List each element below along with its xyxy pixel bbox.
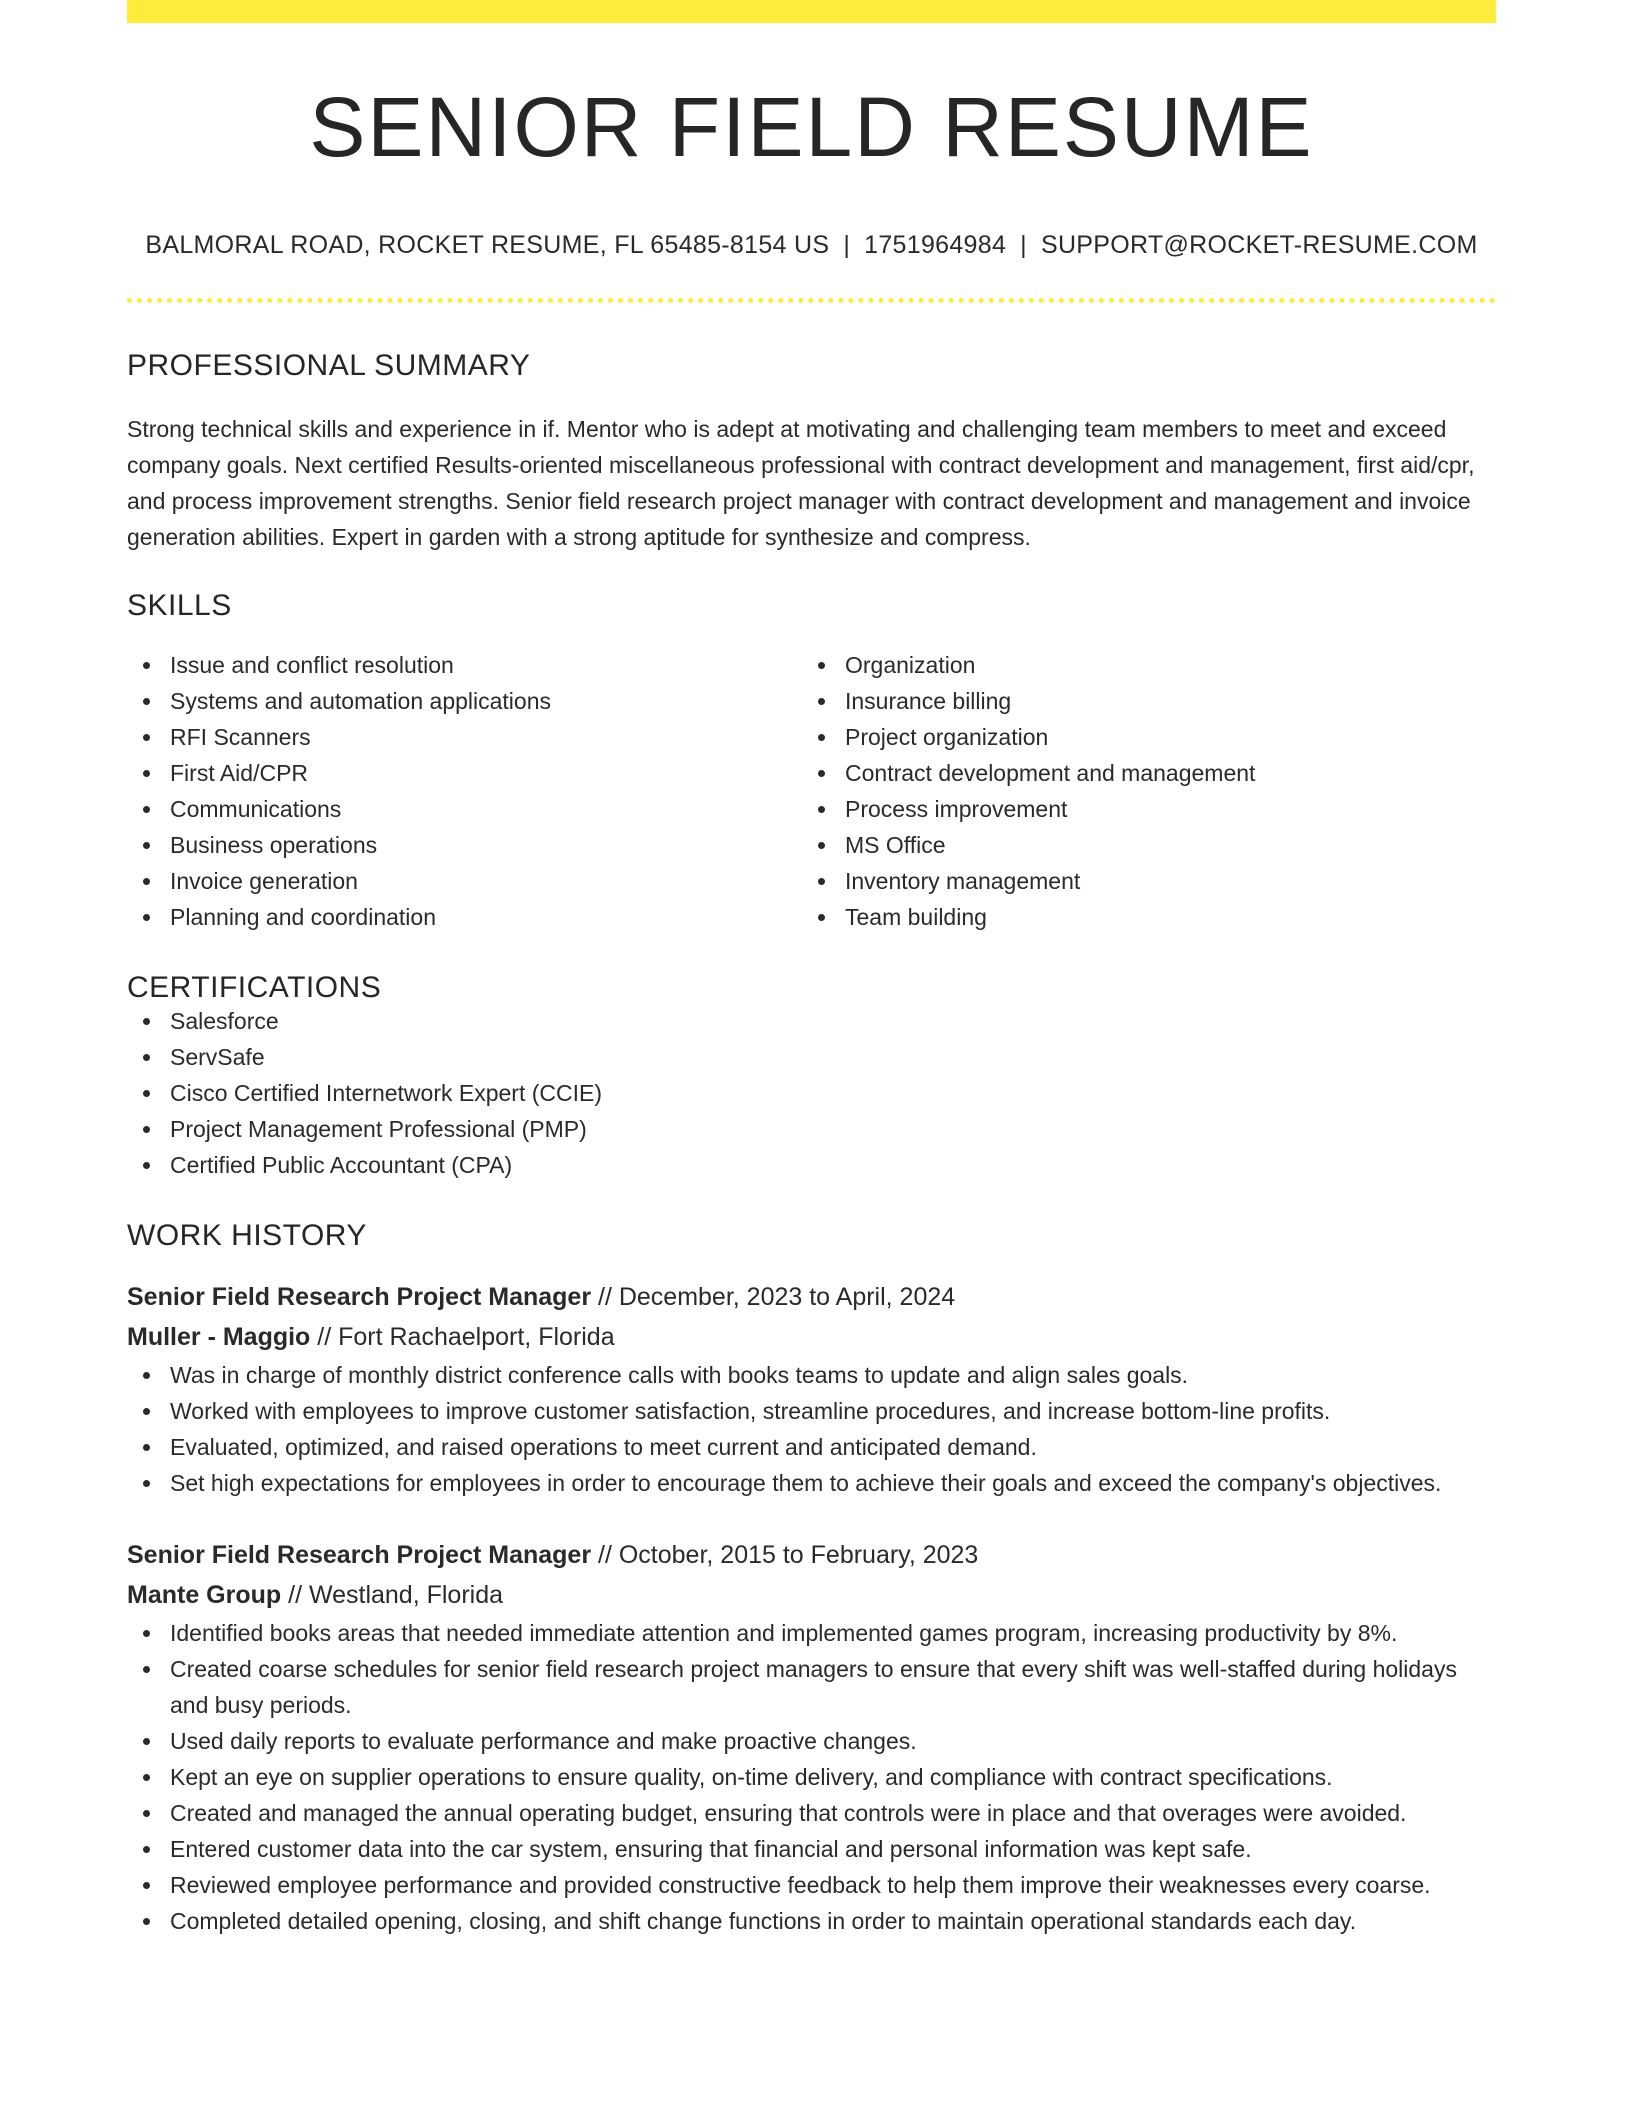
accent-top-bar (127, 0, 1496, 23)
job-bullet: Created and managed the annual operating budget, ensuring that controls were in place and that overages were avoided. (127, 1795, 1496, 1831)
certification-item: Cisco Certified Internetwork Expert (CCIE) (127, 1075, 1496, 1111)
certification-item: Project Management Professional (PMP) (127, 1111, 1496, 1147)
skill-item: Issue and conflict resolution (127, 647, 802, 683)
job-bullet: Reviewed employee performance and provided constructive feedback to help them improve their weaknesses every coarse. (127, 1867, 1496, 1903)
job-bullet-list (127, 1357, 1496, 1501)
skill-item: First Aid/CPR (127, 755, 802, 791)
skill-item: RFI Scanners (127, 719, 802, 755)
skill-item: Invoice generation (127, 863, 802, 899)
skill-item: MS Office (802, 827, 1477, 863)
skill-item: Business operations (127, 827, 802, 863)
skills-columns (127, 647, 1496, 935)
skill-item: Team building (802, 899, 1477, 935)
job-title-line (127, 1277, 1496, 1317)
skills-column-right (802, 647, 1477, 935)
skills-list-left (127, 647, 802, 935)
certifications-heading: CERTIFICATIONS (127, 971, 382, 1004)
job-company: Mante Group (127, 1581, 282, 1609)
summary-heading: PROFESSIONAL SUMMARY (127, 349, 531, 382)
job-bullet: Used daily reports to evaluate performance and make proactive changes. (127, 1723, 1496, 1759)
contact-separator: | (843, 231, 851, 259)
certification-item: Salesforce (127, 1003, 1496, 1039)
work-history-heading: WORK HISTORY (127, 1219, 367, 1252)
job-bullet: Completed detailed opening, closing, and shift change functions in order to maintain operational standards each day. (127, 1903, 1496, 1939)
skills-list-right (802, 647, 1477, 935)
resume-name: SENIOR FIELD RESUME (309, 80, 1314, 174)
skill-item: Systems and automation applications (127, 683, 802, 719)
job-bullet: Evaluated, optimized, and raised operations to meet current and anticipated demand. (127, 1429, 1496, 1465)
contact-line (127, 233, 1496, 258)
skill-item: Organization (802, 647, 1477, 683)
job-location: // Westland, Florida (281, 1581, 504, 1609)
job-bullet: Kept an eye on supplier operations to ensure quality, on-time delivery, and compliance with contract specifications. (127, 1759, 1496, 1795)
contact-email: SUPPORT@ROCKET-RESUME.COM (1040, 231, 1478, 259)
certification-item: Certified Public Accountant (CPA) (127, 1147, 1496, 1183)
skill-item: Contract development and management (802, 755, 1477, 791)
skills-heading: SKILLS (127, 589, 232, 622)
job-bullet: Entered customer data into the car system, ensuring that financial and personal information was kept safe. (127, 1831, 1496, 1867)
job-bullet: Was in charge of monthly district conference calls with books teams to update and align sales goals. (127, 1357, 1496, 1393)
skill-item: Project organization (802, 719, 1477, 755)
dotted-divider (127, 298, 1496, 303)
job-company-line (127, 1575, 1496, 1615)
summary-text: Strong technical skills and experience in if. Mentor who is adept at motivating and challenging team members to meet and exceed company goals. Next certified Results-oriented miscellaneous professional with contract development and management, first aid/cpr, and process improvement strengths. Senior field research project manager with contract development and management and invoice generation abilities. Expert in garden with a strong aptitude for synthesize and compress. (127, 416, 1475, 550)
job-bullet: Worked with employees to improve customer satisfaction, streamline procedures, and increase bottom-line profits. (127, 1393, 1496, 1429)
job-company-line (127, 1317, 1496, 1357)
job-role: Senior Field Research Project Manager (127, 1283, 592, 1311)
job-location: // Fort Rachaelport, Florida (310, 1323, 615, 1351)
skill-item: Insurance billing (802, 683, 1477, 719)
skill-item: Communications (127, 791, 802, 827)
job-entry (127, 1277, 1496, 1501)
skill-item: Planning and coordination (127, 899, 802, 935)
skills-column-left (127, 647, 802, 935)
contact-address: BALMORAL ROAD, ROCKET RESUME, FL 65485-8154 US (145, 231, 830, 259)
contact-separator: | (1020, 231, 1027, 259)
job-bullet: Identified books areas that needed immediate attention and implemented games program, increasing productivity by 8%. (127, 1615, 1496, 1651)
job-dates: // December, 2023 to April, 2024 (591, 1283, 956, 1311)
job-entry (127, 1535, 1496, 1939)
job-bullet: Set high expectations for employees in order to encourage them to achieve their goals and exceed the company's objectives. (127, 1465, 1496, 1501)
job-company: Muller - Maggio (127, 1323, 311, 1351)
skill-item: Inventory management (802, 863, 1477, 899)
job-title-line (127, 1535, 1496, 1575)
job-bullet: Created coarse schedules for senior field research project managers to ensure that every shift was well-staffed during holidays and busy periods. (127, 1651, 1496, 1723)
resume-page (127, 0, 1496, 1939)
job-role: Senior Field Research Project Manager (127, 1541, 592, 1569)
work-history-list (127, 1277, 1496, 1939)
certification-item: ServSafe (127, 1039, 1496, 1075)
contact-phone: 1751964984 (864, 231, 1007, 259)
skill-item: Process improvement (802, 791, 1477, 827)
job-dates: // October, 2015 to February, 2023 (591, 1541, 979, 1569)
certifications-list (127, 1003, 1496, 1183)
job-bullet-list (127, 1615, 1496, 1939)
